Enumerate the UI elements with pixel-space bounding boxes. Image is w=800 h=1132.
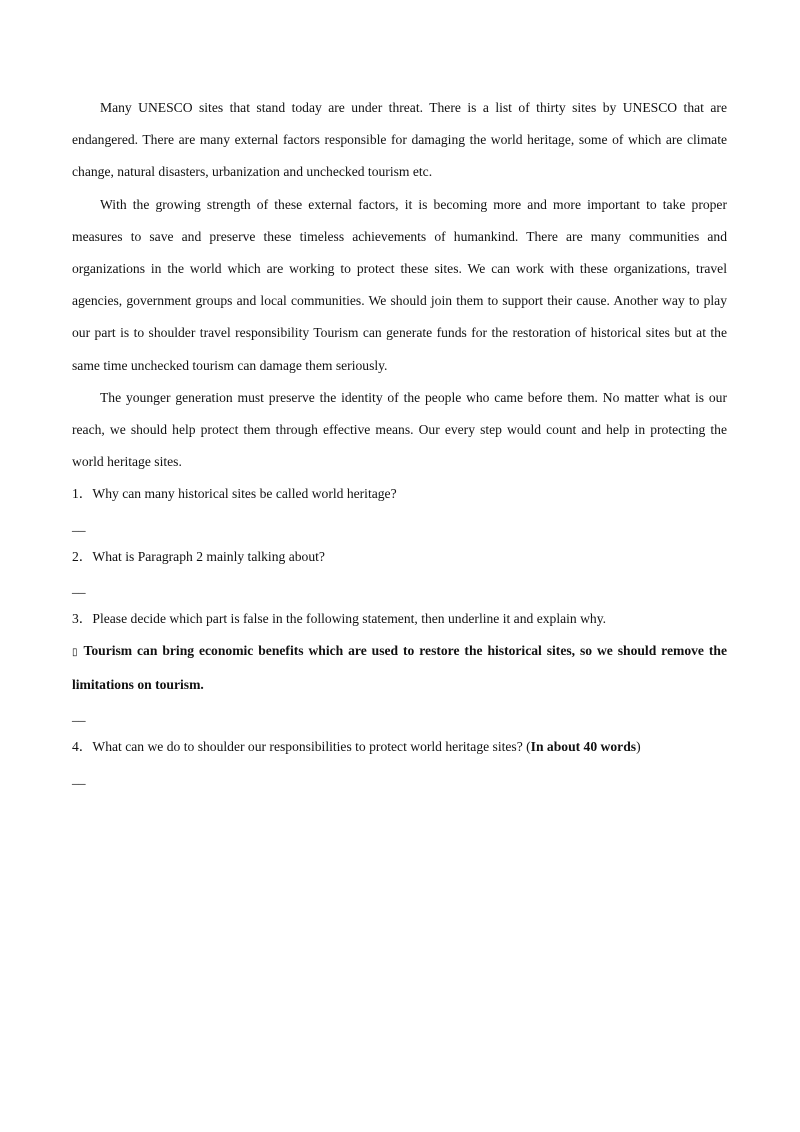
statement-text: Tourism can bring economic benefits which are used to restore the historical sites, so we should remove the limitations on tourism. [72, 643, 727, 693]
question-4 [72, 731, 727, 763]
answer-line-3: __ [72, 708, 86, 724]
question-2: 2．What is Paragraph 2 mainly talking about? [72, 548, 325, 564]
question-3-statement [72, 635, 727, 701]
answer-line-1: __ [72, 517, 86, 533]
question-4-word-limit: In about 40 words [530, 739, 637, 755]
document-page [72, 92, 727, 794]
box-marker-icon: ▯ [72, 647, 78, 659]
question-4-text-end: ) [636, 739, 641, 755]
answer-line-2: __ [72, 579, 86, 595]
paragraph-1: Many UNESCO sites that stand today are under threat. There is a list of thirty sites by UNESCO that are endangered. There are many external factors responsible for damaging the world heritage, some of which are climate change, natural disasters, urbanization and unchecked tourism etc. [72, 100, 727, 180]
question-3: 3．Please decide which part is false in the following statement, then underline it and explain why. [72, 610, 607, 626]
question-1: 1．Why can many historical sites be called world heritage? [72, 486, 397, 502]
answer-line-4: __ [72, 770, 86, 786]
paragraph-2: With the growing strength of these external factors, it is becoming more and more important to take proper measures to save and preserve these timeless achievements of humankind. There are many communities and organizations in the world which are working to protect these sites. We can work with these organizations, travel agencies, government groups and local communities. We should join them to support their cause. Another way to play our part is to shoulder travel responsibility Tourism can generate funds for the restoration of historical sites but at the same time unchecked tourism can damage them seriously. [72, 196, 727, 373]
paragraph-3: The younger generation must preserve the identity of the people who came before them. No matter what is our reach, we should help protect them through effective means. Our every step would count and help in protecting the world heritage sites. [72, 389, 727, 470]
question-4-text: 4．What can we do to shoulder our responsibilities to protect world heritage sites? ( [72, 739, 531, 755]
